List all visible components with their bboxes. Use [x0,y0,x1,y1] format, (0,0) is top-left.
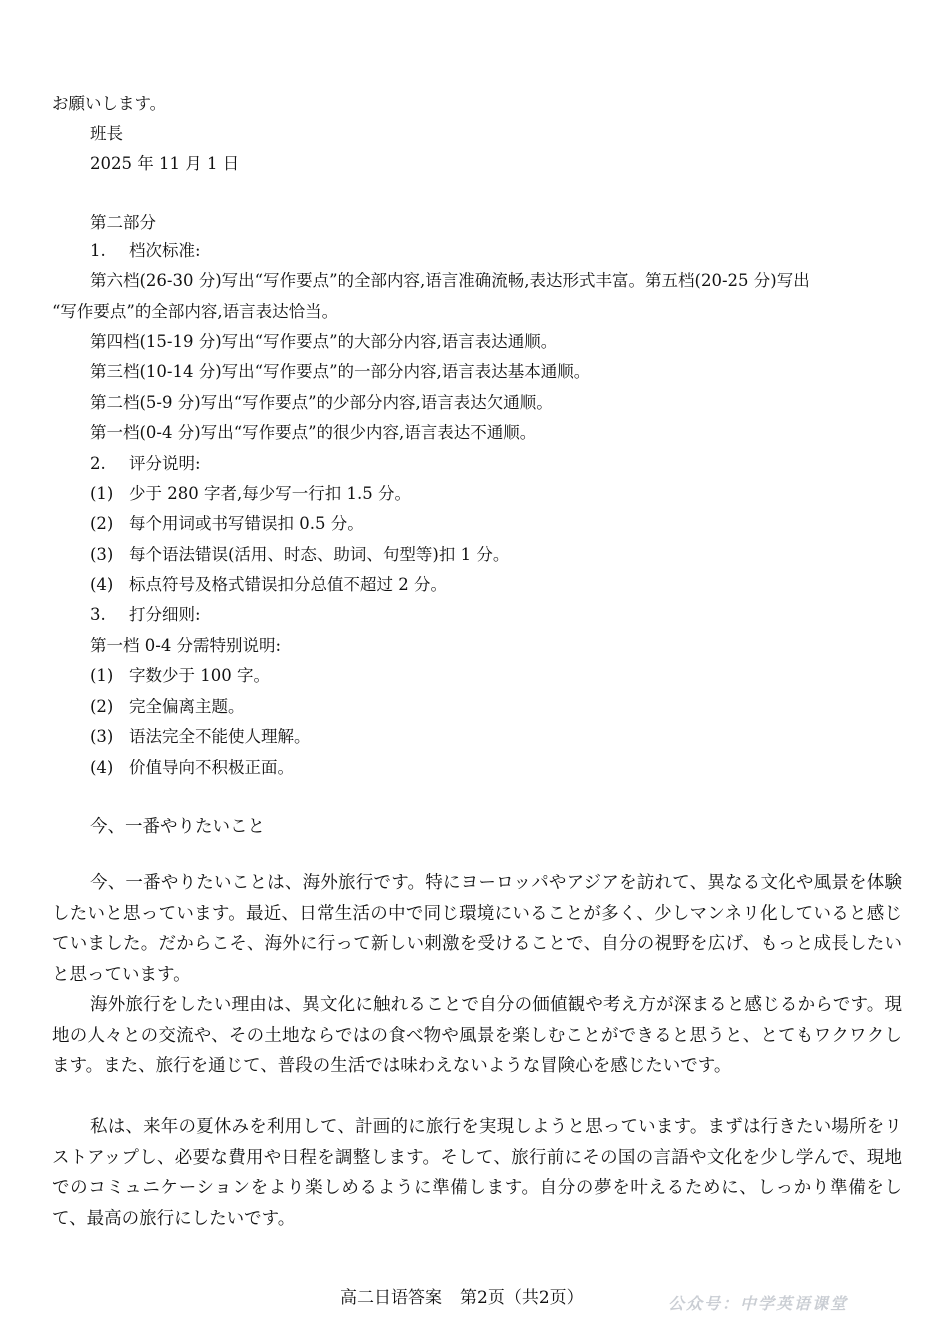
details-subtitle: 第一档 0-4 分需特别说明: [90,636,282,655]
section-number: 2. [90,454,106,473]
item-text: 每个语法错误(活用、时态、助词、句型等)扣 1 分。 [129,545,510,564]
scoring-note-item [90,575,447,595]
item-number: (2) [90,514,114,533]
grading-levels-heading [90,241,201,261]
item-number: (3) [90,545,114,564]
footer-page-info: 第2页（共2页） [460,1288,584,1308]
item-text: 语法完全不能使人理解。 [129,727,311,746]
detail-item [90,666,270,686]
scoring-notes-heading [90,454,201,474]
detail-item [90,758,294,778]
section-number: 3. [90,605,106,624]
section-number: 1. [90,241,106,260]
item-text: 少于 280 字者,每少写一行扣 1.5 分。 [129,484,411,503]
footer-doc-name: 高二日语答案 [340,1288,442,1308]
grading-level-3: 第三档(10-14 分)写出“写作要点”的一部分内容,语言表达基本通顺。 [90,362,591,381]
letter-closing: お願いします。 [52,94,167,113]
essay-paragraph-2: 海外旅行をしたい理由は、異文化に触れることで自分の価値観や考え方が深まると感じるからです。現地の人々との交流や、その土地ならではの食べ物や風景を楽しむことができると思うと、とてもワクワクします。また、旅行を通じて、普段の生活では味わえないような冒険心を感じたいです。 [52,995,902,1076]
scoring-note-item [90,484,411,504]
grading-level-6-line2: “写作要点”的全部内容,语言表达恰当。 [52,302,339,321]
detail-item [90,697,245,717]
grading-level-2: 第二档(5-9 分)写出“写作要点”的少部分内容,语言表达欠通顺。 [90,393,553,412]
item-number: (1) [90,484,114,503]
section-title: 评分说明: [129,454,201,473]
item-number: (2) [90,697,114,716]
detail-item [90,727,311,747]
item-text: 标点符号及格式错误扣分总值不超过 2 分。 [129,575,447,594]
grading-level-1: 第一档(0-4 分)写出“写作要点”的很少内容,语言表达不通顺。 [90,423,537,442]
item-text: 字数少于 100 字。 [129,666,270,685]
letter-date: 2025 年 11 月 1 日 [90,154,240,173]
section-title: 档次标准: [129,241,201,260]
item-text: 价值导向不积极正面。 [129,758,294,777]
item-number: (3) [90,727,114,746]
item-text: 每个用词或书写错误扣 0.5 分。 [129,514,364,533]
item-number: (4) [90,575,114,594]
essay-title: 今、一番やりたいこと [90,817,265,837]
item-number: (1) [90,666,114,685]
grading-level-6-line1: 第六档(26-30 分)写出“写作要点”的全部内容,语言准确流畅,表达形式丰富。第五档(20-25 分)写出 [90,271,810,290]
details-heading [90,605,201,625]
page-footer [340,1287,584,1309]
letter-signer: 班長 [90,124,123,143]
scoring-note-item [90,545,509,565]
item-number: (4) [90,758,114,777]
essay-paragraph-1: 今、一番やりたいことは、海外旅行です。特にヨーロッパやアジアを訪れて、異なる文化や風景を体験したいと思っています。最近、日常生活の中で同じ環境にいることが多く、少しマンネリ化していると感じていました。だからこそ、海外に行って新しい刺激を受けることで、自分の視野を広げ、もっと成長したいと思っています。 [52,873,902,985]
section-title: 打分细则: [129,605,201,624]
grading-level-4: 第四档(15-19 分)写出“写作要点”的大部分内容,语言表达通顺。 [90,332,558,351]
item-text: 完全偏离主题。 [129,697,245,716]
essay-paragraph-3: 私は、来年の夏休みを利用して、計画的に旅行を実現しようと思っています。まずは行きたい場所をリストアップし、必要な費用や日程を調整します。そして、旅行前にその国の言語や文化を少し学んで、現地でのコミュニケーションをより楽しめるように準備します。自分の夢を叶えるために、しっかり準備をして、最高の旅行にしたいです。 [52,1117,902,1229]
scoring-note-item [90,514,364,534]
part-title: 第二部分 [90,213,156,232]
watermark-text: 公众号：中学英语课堂 [668,1294,849,1313]
